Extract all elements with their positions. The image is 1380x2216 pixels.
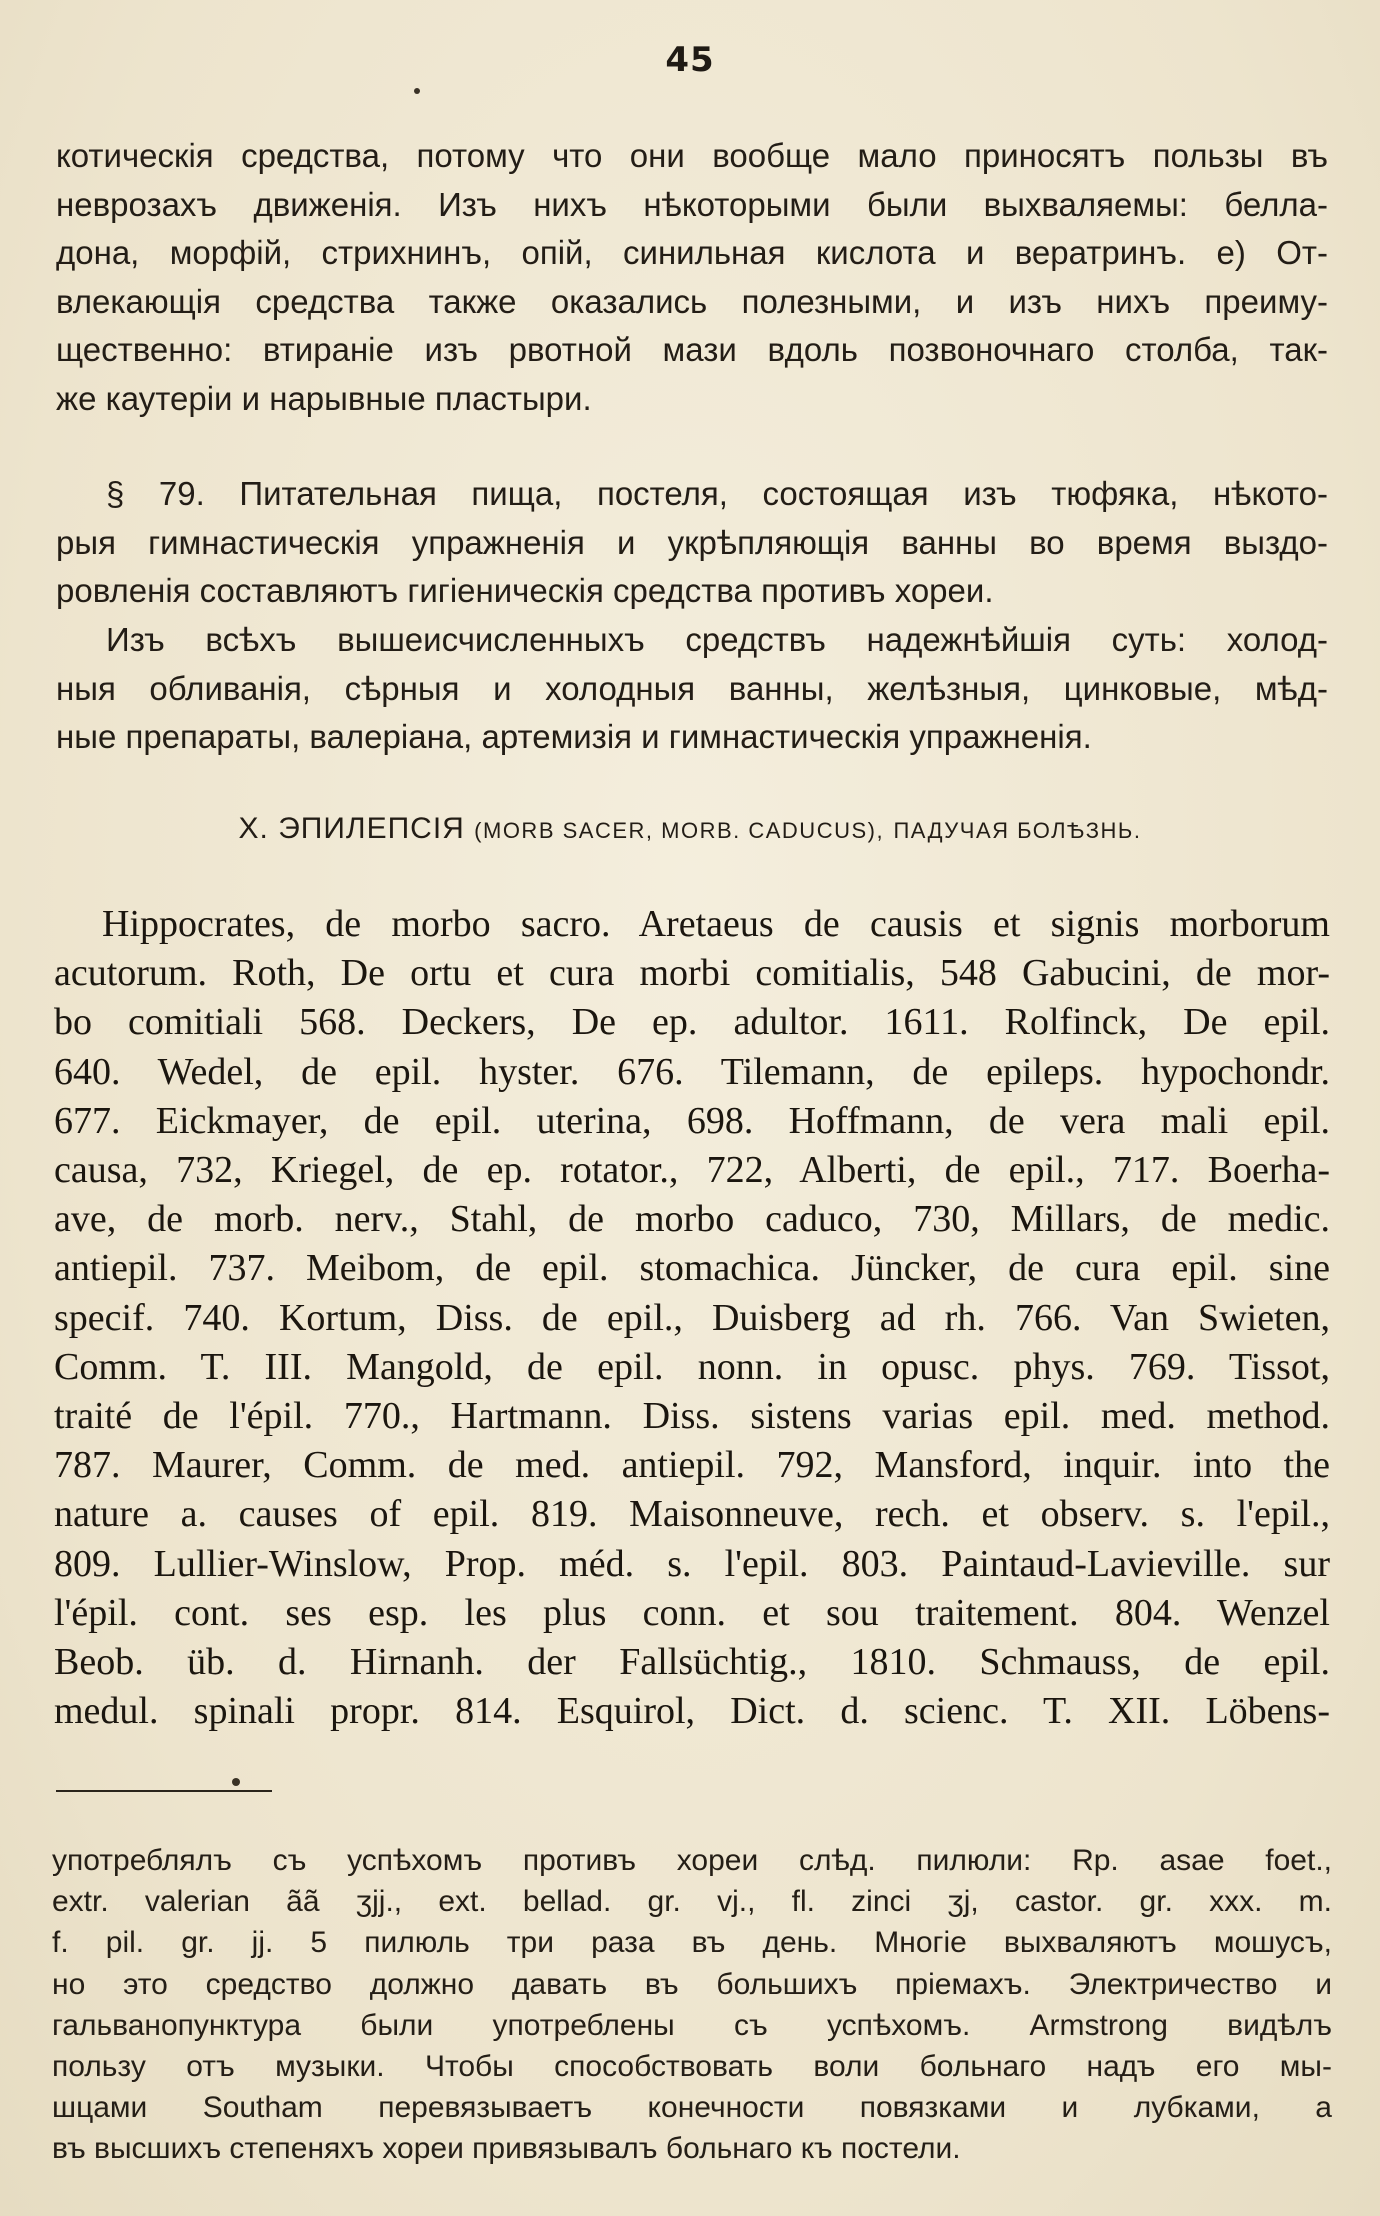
bibliography-line: 787. Maurer, Comm. de med. antiepil. 792, Mansford, inquir. into the [54,1444,1330,1487]
bibliography-line: Beob. üb. d. Hirnanh. der Fallsüchtig., 1810. Schmauss, de epil. [54,1641,1330,1684]
bibliography-line: ave, de morb. nerv., Stahl, de morbo caduco, 730, Millars, de medic. [54,1198,1330,1241]
text-line: Изъ всѣхъ вышеисчисленныхъ средствъ надежнѣйшія суть: холод- [106,621,1328,658]
bibliography-line: 809. Lullier-Winslow, Prop. méd. s. l'epil. 803. Paintaud-Lavieville. sur [54,1542,1330,1585]
section-79-paragraph [56,470,1328,616]
intro-paragraph [56,132,1328,424]
bibliography-line: Hippocrates, de morbo sacro. Aretaeus de causis et signis morborum [102,903,1330,945]
section-heading [0,812,1380,846]
text-line: котическія средства, потому что они вообще мало приносятъ пользы въ [56,137,1328,174]
text-line: неврозахъ движенія. Изъ нихъ нѣкоторыми были выхваляемы: белла- [56,185,1328,223]
text-line: щественно: втираніе изъ рвотной мази вдоль позвоночнаго столба, так- [56,331,1328,369]
bibliography-line: traité de l'épil. 770., Hartmann. Diss. sistens varias epil. med. method. [54,1395,1330,1438]
footnote-line: гальванопунктура были употреблены съ успѣхомъ. Armstrong видѣлъ [52,2008,1332,2042]
footnote-line: въ высшихъ степеняхъ хореи привязывалъ больнаго къ постели. [52,2132,961,2166]
bibliography-line: causa, 732, Kriegel, de ep. rotator., 722, Alberti, de epil., 717. Boerha- [54,1149,1330,1192]
bibliography-line: 677. Eickmayer, de epil. uterina, 698. Hoffmann, de vera mali epil. [54,1099,1330,1142]
bibliography-line: nature a. causes of epil. 819. Maisonneuve, rech. et observ. s. l'epil., [54,1493,1330,1536]
footnote-separator [56,1790,272,1792]
text-line: дона, морфій, стрихнинъ, опій, синильная кислота и вератринъ. е) От- [56,234,1328,272]
bibliography-line: medul. spinali propr. 814. Esquirol, Dict. d. scienc. T. XII. Löbens- [54,1690,1330,1733]
footnote-line: f. pil. gr. jj. 5 пилюль три раза въ день. Многіе выхваляютъ мошусъ, [52,1926,1332,1960]
text-line: рыя гимнастическія упражненія и укрѣпляющія ванны во время выздо- [56,523,1328,561]
bibliography-line: acutorum. Roth, De ortu et cura morbi comitialis, 548 Gabucini, de mor- [54,952,1330,995]
text-line: же каутеріи и нарывные пластыри. [56,379,592,417]
text-line: влекающія средства также оказались полезными, и изъ нихъ преиму- [56,282,1328,320]
footnote-line: употреблялъ съ успѣхомъ противъ хореи слѣд. пилюли: Rp. asae foet., [52,1844,1332,1877]
text-line: ровленія составляютъ гигіеническія средства противъ хореи. [56,572,994,610]
heading-russian: ПАДУЧАЯ БОЛѢЗНЬ. [893,818,1142,843]
text-line: § 79. Питательная пища, постеля, состоящая изъ тюфяка, нѣкото- [106,475,1328,512]
bibliography-line: antiepil. 737. Meibom, de epil. stomachica. Jüncker, de cura epil. sine [54,1247,1330,1290]
bibliography-line: Comm. T. III. Mangold, de epil. nonn. in opusc. phys. 769. Tissot, [54,1345,1330,1388]
page-number: 45 [665,40,715,80]
remedies-paragraph [56,616,1328,762]
footnote-line: но это средство должно давать въ большихъ пріемахъ. Электричество и [52,1967,1332,2001]
ink-speck [414,88,420,94]
footnote-line: extr. valerian ãã ʒjj., ext. bellad. gr. vj., fl. zinci ʒj, castor. gr. xxx. m. [52,1885,1332,1919]
bibliography-line: 640. Wedel, de epil. hyster. 676. Tilemann, de epileps. hypochondr. [54,1050,1330,1093]
heading-title: X. ЭПИЛЕПСІЯ [238,812,465,845]
bibliography-line: l'épil. cont. ses esp. les plus conn. et sou traitement. 804. Wenzel [54,1591,1330,1634]
bibliography-line: specif. 740. Kortum, Diss. de epil., Duisberg ad rh. 766. Van Swieten, [54,1296,1330,1339]
footnote [52,1840,1332,2170]
ink-speck [232,1778,240,1786]
bibliography-line: bo comitiali 568. Deckers, De ep. adultor. 1611. Rolfinck, De epil. [54,1001,1330,1044]
text-line: ныя обливанія, сѣрныя и холодныя ванны, желѣзныя, цинковые, мѣд- [56,669,1328,707]
bibliography [54,900,1330,1736]
text-line: ные препараты, валеріана, артемизія и гимнастическія упражненія. [56,718,1092,756]
heading-latin: (MORB SACER, MORB. CADUCUS), [474,818,885,843]
footnote-line: пользу отъ музыки. Чтобы способствовать воли больнаго надъ его мы- [52,2050,1332,2084]
footnote-line: шцами Southam перевязываетъ конечности повязками и лубками, а [52,2091,1332,2125]
